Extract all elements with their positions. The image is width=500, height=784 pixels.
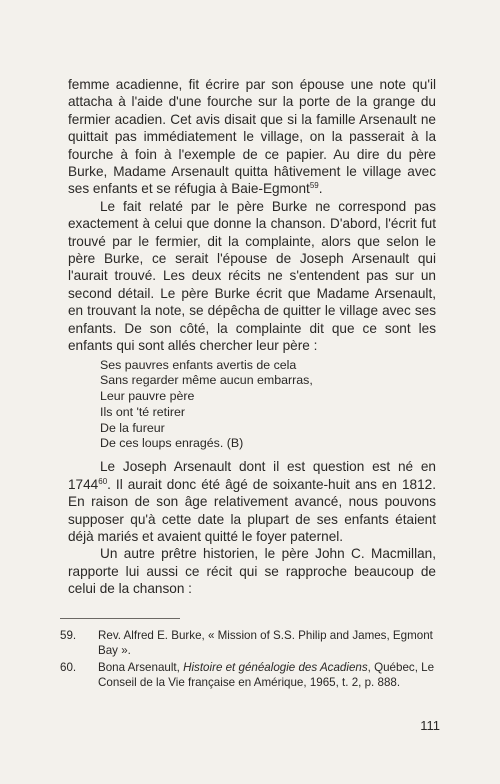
paragraph-3-rest: . Il aurait donc été âgé de soixante-huit ans en 1812. En raison de son âge relativement avancé, nous pouvons supposer qu'à cette date la plupart de ses enfants étaient déjà mariés et avaient quitté le foyer paternel. [68,476,436,544]
footnote-60 [60,660,440,690]
footnote-number: 60. [60,661,77,674]
poem-line: Sans regarder même aucun embarras, [100,373,313,388]
footnotes [60,628,440,692]
footnote-text-author: Bona Arsenault, [98,661,184,674]
paragraph-1-text: femme acadienne, fit écrire par son épouse une note qu'il attacha à l'aide d'une fourche sur la porte de la grange du fermier acadien. Cet avis disait que si la famille Arsenault ne quittait pas immédiatement le village, on la passerait à la fourche à foin à l'exemple de ce papier. Au dire du père Burke, Madame Arsenault quitta hâtivement le village avec ses enfants et se réfugia à Baie-Egmont [68,77,436,197]
page-number: 111 [420,718,440,733]
poem-line: Leur pauvre père [100,389,195,404]
paragraph-1-end: . [318,181,323,197]
body-text [68,76,436,598]
paragraph-1 [68,76,436,198]
footnote-59 [60,628,440,658]
poem-line: De la fureur [100,420,165,435]
paragraph-3 [68,458,436,545]
paragraph-4: Un autre prêtre historien, le père John C. Macmillan, rapporte lui aussi ce récit qui se rapproche beaucoup de celui de la chanson : [68,546,436,597]
poem-line: Ses pauvres enfants avertis de cela [100,357,297,372]
footnote-text-publisher: , Québec, Le Conseil de la Vie française en Amérique, 1965, t. 2, p. 888. [98,661,435,689]
footnote-book-title: Histoire et généalogie des Acadiens [183,661,368,674]
footnote-ref-60: 60 [98,476,108,486]
paragraph-2: Le fait relaté par le père Burke ne correspond pas exactement à celui que donne la chanson. D'abord, l'écrit fut trouvé par le fermier, dit la complainte, alors que selon le père Burke, ce serait l'épouse de Joseph Arsenault qui l'aurait trouvé. Les deux récits ne s'entendent pas sur un second détail. Le père Burke écrit que Madame Arsenault, en trouvant la note, se dépêcha de quitter le village avec ses enfants. De son côté, la complainte dit que ce sont les enfants qui sont allés chercher leur père : [68,198,436,354]
paragraph-3-start: Le Joseph Arsenault dont il est question est né en 1744 [68,459,436,492]
poem-quote [100,358,436,453]
footnote-ref-59: 59 [309,181,319,191]
footnote-number: 59. [60,629,77,642]
footnote-text: Rev. Alfred E. Burke, « Mission of S.S. Philip and James, Egmont Bay ». [98,629,433,657]
poem-line: De ces loups enragés. (B) [100,436,244,451]
footnote-divider [60,618,180,619]
poem-line: Ils ont 'té retirer [100,404,185,419]
